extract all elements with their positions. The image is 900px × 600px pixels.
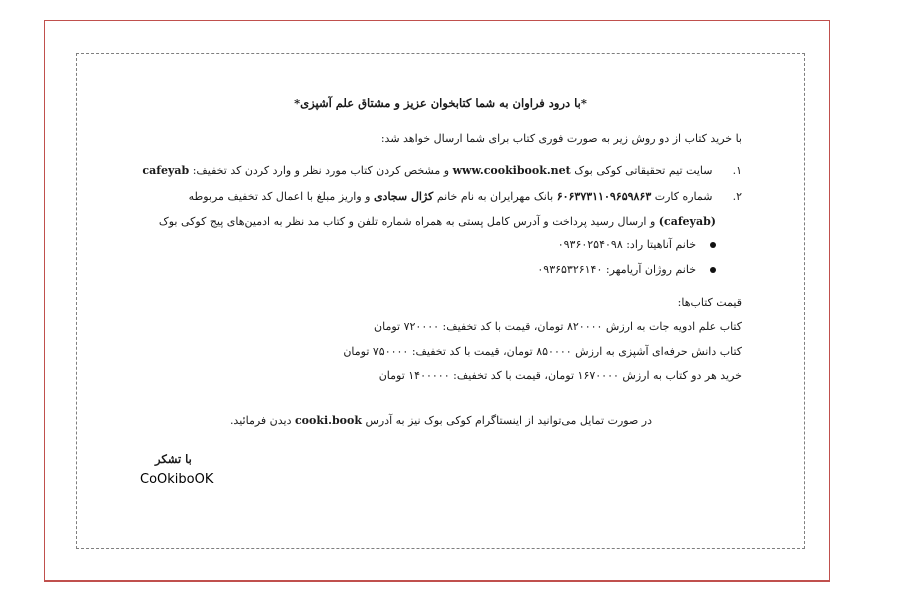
instagram-handle[interactable]: cooki.book: [294, 414, 362, 427]
card-number: ۶۰۶۳۷۳۱۱۰۹۶۵۹۸۶۳: [556, 190, 652, 203]
instagram-text: دیدن فرمائید.: [229, 414, 292, 427]
item-text: و مشخص کردن کتاب مورد نظر و وارد کردن کد تخفیف:: [192, 164, 450, 177]
item-text: شماره کارت: [654, 190, 713, 203]
contact-item: [558, 238, 716, 251]
contact-item: [537, 263, 716, 276]
instagram-note: [230, 414, 652, 427]
account-holder-name: کژال سجادی: [373, 190, 434, 203]
item-number: ۱.: [732, 164, 742, 177]
contact-text: خانم روژان آریامهر: ۰۹۳۶۵۳۲۶۱۴۰: [537, 263, 696, 276]
price-line: کتاب دانش حرفه‌ای آشپزی به ارزش ۸۵۰۰۰۰ تومان، قیمت با کد تخفیف: ۷۵۰۰۰۰ تومان: [343, 345, 742, 358]
contact-text: خانم آناهیتا راد: ۰۹۳۶۰۲۵۴۰۹۸: [557, 238, 696, 251]
brand-signature: CoOkiboOK: [140, 472, 214, 487]
item-text: بانک مهرایران به نام خانم: [436, 190, 554, 203]
bullet-icon: [710, 267, 716, 273]
item-number: ۲.: [732, 190, 742, 203]
item-text: سایت تیم تحقیقاتی کوکی بوک: [574, 164, 713, 177]
price-line: خرید هر دو کتاب به ارزش ۱۶۷۰۰۰۰ تومان، قیمت با کد تخفیف: ۱۴۰۰۰۰۰ تومان: [378, 369, 742, 382]
method-item-card-continued: [159, 215, 716, 228]
website-link[interactable]: www.cookibook.net: [452, 164, 571, 177]
document-page: [44, 20, 830, 582]
bullet-icon: [710, 242, 716, 248]
intro-text: با خرید کتاب از دو روش زیر به صورت فوری کتاب برای شما ارسال خواهد شد:: [380, 132, 742, 145]
prices-title: قیمت کتاب‌ها:: [677, 296, 742, 309]
thanks-text: با تشکر: [155, 452, 192, 466]
instagram-text: در صورت تمایل می‌توانید از اینستاگرام کوکی بوک نیز به آدرس: [365, 414, 652, 427]
item-text: و واریز مبلغ با اعمال کد تخفیف مربوطه: [188, 190, 371, 203]
content-frame: [76, 53, 805, 549]
greeting-title: *با درود فراوان به شما کتابخوان عزیز و مشتاق علم آشپزی*: [294, 96, 587, 110]
item-text: و ارسال رسید پرداخت و آدرس کامل پستی به همراه شماره تلفن و کتاب مد نظر به ادمین‌های پیج کوکی بوک: [158, 215, 656, 228]
discount-code: (cafeyab): [658, 215, 716, 228]
method-item-card: [189, 190, 742, 203]
price-line: کتاب علم ادویه جات به ارزش ۸۲۰۰۰۰ تومان، قیمت با کد تخفیف: ۷۲۰۰۰۰ تومان: [374, 320, 742, 333]
method-item-website: [142, 164, 742, 177]
discount-code: cafeyab: [142, 164, 190, 177]
